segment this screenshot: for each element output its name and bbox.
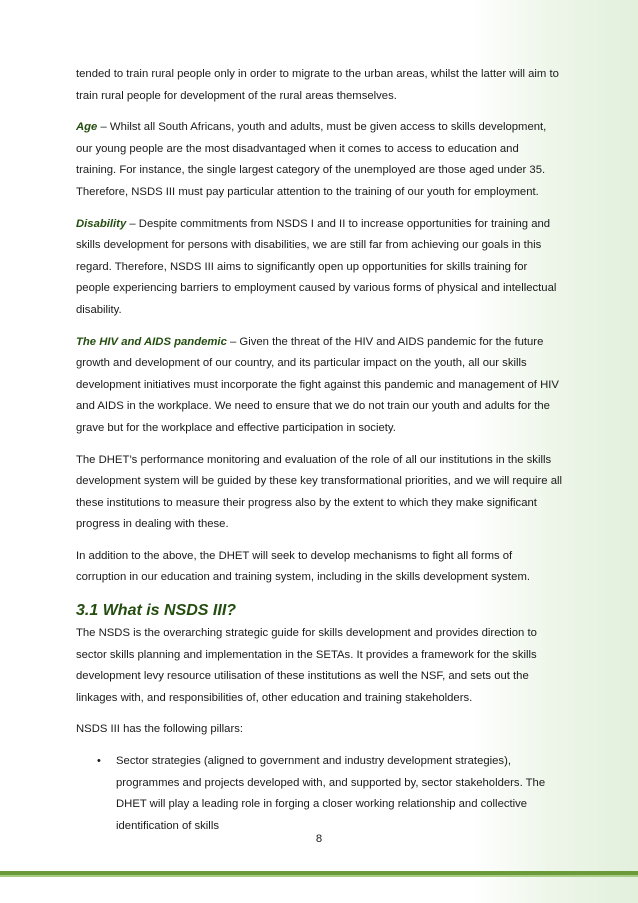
- bullet-icon: •: [97, 755, 101, 768]
- list-item: [76, 751, 562, 837]
- paragraph-age: [76, 117, 562, 203]
- document-body: [76, 64, 562, 837]
- footer-rule-accent: [0, 875, 638, 877]
- list-item-text: Sector strategies (aligned to government and industry development strategies), programmes and projects developed with, and supported by, sector stakeholders. The DHET will play a leading role in forging a closer working relationship and collective identification of skills: [116, 755, 546, 832]
- paragraph-hiv: [76, 332, 562, 440]
- paragraph-age-text: – Whilst all South Africans, youth and adults, must be given access to skills development, our young people are the most disadvantaged when it comes to access to education and training. For instance, the single largest category of the unemployed are those aged under 35. Therefore, NSDS III must pay particular attention to the training of our youth for employment.: [76, 121, 547, 198]
- term-disability: Disability: [76, 217, 127, 230]
- paragraph-nsds: The NSDS is the overarching strategic guide for skills development and provides direction to sector skills planning and implementation in the SETAs. It provides a framework for the skills development levy resource utilisation of these institutions as well the NSF, and sets out the linkages with, and responsibilities of, other education and training stakeholders.: [76, 627, 537, 704]
- paragraph-corruption: In addition to the above, the DHET will seek to develop mechanisms to fight all forms of corruption in our education and training system, including in the skills development system.: [76, 549, 530, 584]
- page-number: 8: [315, 833, 323, 845]
- paragraph-pillars-intro: NSDS III has the following pillars:: [76, 723, 244, 736]
- paragraph-disability: [76, 214, 562, 322]
- paragraph-continuation: tended to train rural people only in order to migrate to the urban areas, whilst the latter will aim to train rural people for development of the rural areas themselves.: [76, 68, 559, 102]
- term-hiv-aids: The HIV and AIDS pandemic: [76, 335, 227, 348]
- paragraph-dhet-monitoring: The DHET’s performance monitoring and evaluation of the role of all our institutions in the skills development system will be guided by these key transformational priorities, and we will require all these institutions to measure their progress also by the extent to which they make significant progress in dealing with these.: [76, 453, 562, 531]
- term-age: Age: [76, 121, 98, 134]
- section-heading: 3.1 What is NSDS III?: [76, 602, 237, 620]
- pillars-list: [76, 751, 562, 837]
- paragraph-disability-text: – Despite commitments from NSDS I and II to increase opportunities for training and skills development for persons with disabilities, we are still far from achieving our goals in this regard. Therefore, NSDS III aims to significantly open up opportunities for skills training for people experiencing barriers to employment caused by various forms of physical and intellectual disability.: [76, 217, 557, 316]
- paragraph-hiv-text: – Given the threat of the HIV and AIDS pandemic for the future growth and development of our country, and its particular impact on the youth, all our skills development initiatives must incorporate the fight against this pandemic and management of HIV and AIDS in the workplace. We need to ensure that we do not train our youth and adults for the grave but for the workplace and effective participation in society.: [76, 335, 559, 434]
